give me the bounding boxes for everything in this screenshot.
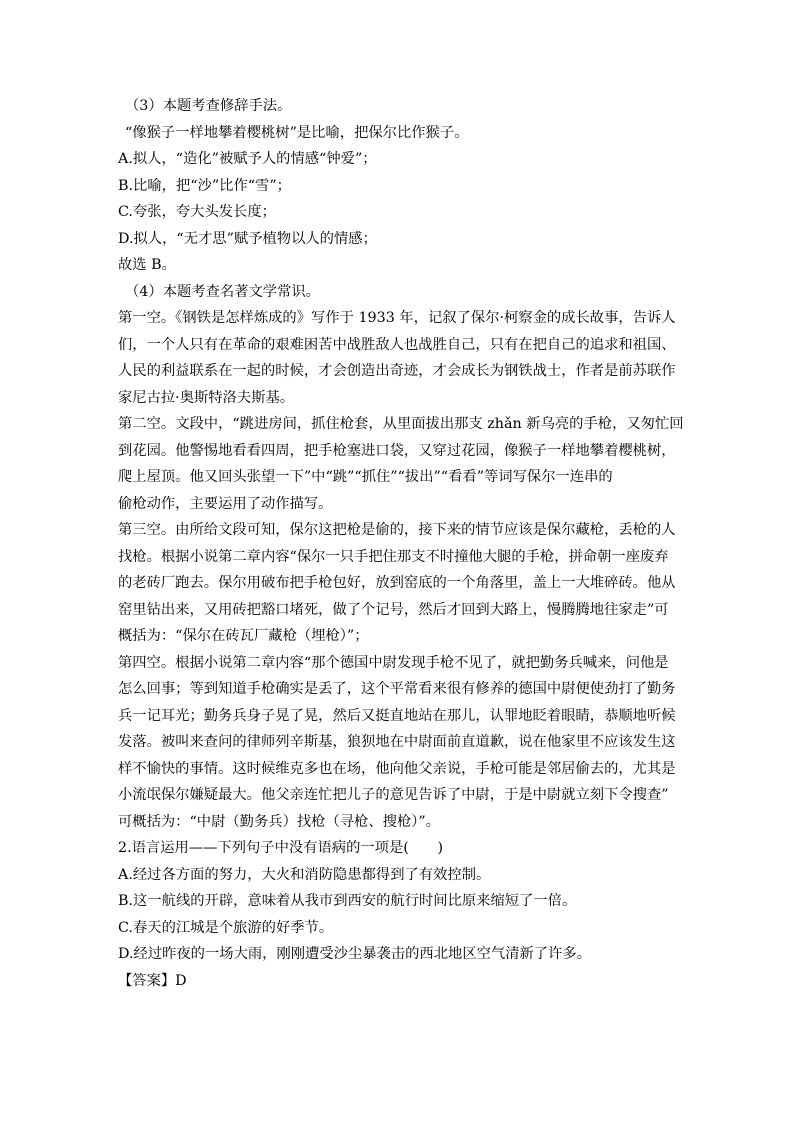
paragraph-line: 第三空。由所给文段可知，保尔这把枪是偷的，接下来的情节应该是保尔藏枪，丢枪的人	[118, 522, 676, 538]
paragraph-line: 样不愉快的事情。这时候维克多也在场，他向他父亲说，手枪可能是邻居偷去的，尤其是	[118, 760, 676, 777]
paragraph-line: 兵一记耳光；勤务兵身子晃了晃，然后又挺直地站在那儿，认罪地眨着眼睛，恭顺地听候	[118, 707, 676, 724]
section3-option-c: C.夸张，夸大头发长度；	[118, 204, 276, 220]
question2-option-a: A.经过各方面的努力，大火和消防隐患都得到了有效控制。	[118, 866, 491, 883]
paragraph-line: 的老砖厂跑去。保尔用破布把手枪包好，放到窑底的一个角落里，盖上一大堆碎砖。他从	[118, 575, 676, 591]
paragraph-line: 第一空。《钢铁是怎样炼成的》写作于 1933 年，记叙了保尔·柯察金的成长故事，告诉人	[118, 310, 676, 326]
section3-option-d: D.拟人，“无才思”赋予植物以人的情感；	[118, 230, 377, 247]
section3-option-b: B.比喻，把“沙”比作“雪”；	[118, 177, 291, 194]
question2-option-b: B.这一航线的开辟，意味着从我市到西安的航行时间比原来缩短了一倍。	[118, 893, 577, 909]
document-body	[118, 93, 684, 994]
section4-blank1-paragraph	[118, 305, 678, 411]
section4-blank4-paragraph	[118, 650, 678, 836]
paragraph-line: 第二空。文段中，“跳进房间，抓住枪套，从里面拔出那支 zhǎn 新乌亮的手枪，又匆忙回	[118, 416, 684, 432]
section4-blank2-paragraph	[118, 411, 684, 517]
section4-heading: （4）本题考查名著文学常识。	[125, 283, 320, 300]
paragraph-line: 到花园。他警惕地看看四周，把手枪塞进口袋，又穿过花园，像猴子一样地攀着樱桃树，	[118, 442, 676, 459]
paragraph-line: 窑里钻出来，又用砖把豁口堵死，做了个记号，然后才回到大路上，慢腾腾地往家走”可	[118, 601, 669, 618]
paragraph-line: 概括为：“保尔在砖瓦厂藏枪（埋枪）”；	[118, 628, 369, 644]
section3-heading: （3）本题考查修辞手法。	[125, 98, 292, 114]
section3-explanation: “像猴子一样地攀着樱桃树”是比喻，把保尔比作猴子。	[125, 124, 469, 141]
paragraph-line: 第四空。根据小说第二章内容“那个德国中尉发现手枪不见了，就把勤务兵喊来，问他是	[118, 654, 669, 671]
question2-option-d: D.经过昨夜的一场大雨，刚刚遭受沙尘暴袭击的西北地区空气清新了许多。	[118, 946, 591, 962]
paragraph-line: 找枪。根据小说第二章内容“保尔一只手把住那支不时撞他大腿的手枪，拼命朝一座废弃	[118, 548, 669, 565]
section3-option-a: A.拟人，“造化”被赋予人的情感“钟爱”；	[118, 151, 377, 167]
paragraph-line: 小流氓保尔嫌疑最大。他父亲连忙把儿子的意见告诉了中尉，于是中尉就立刻下令搜查”	[118, 787, 669, 803]
paragraph-line: 爬上屋顶。他又回头张望一下”中“跳”“抓住”“拔出”“看看”等词写保尔一连串的	[118, 469, 613, 485]
paragraph-line: 人民的利益联系在一起的时候，才会创造出奇迹，才会成长为钢铁战士，作者是前苏联作	[118, 363, 676, 379]
paragraph-line: 可概括为：“中尉（勤务兵）找枪（寻枪、搜枪）”。	[118, 813, 440, 830]
question2-option-c: C.春天的江城是个旅游的好季节。	[118, 919, 334, 936]
paragraph-line: 家尼古拉·奥斯特洛夫斯基。	[118, 389, 295, 406]
paragraph-line: 们，一个人只有在革命的艰难困苦中战胜敌人也战胜自己，只有在把自己的追求和祖国、	[118, 336, 676, 353]
paragraph-line: 发落。被叫来查问的律师列辛斯基，狼狈地在中尉面前直道歉，说在他家里不应该发生这	[118, 734, 676, 750]
paragraph-line: 偷枪动作，主要运用了动作描写。	[118, 495, 333, 512]
section4-blank3-paragraph	[118, 517, 678, 650]
section3-conclusion: 故选 B。	[118, 257, 176, 273]
paragraph-line: 怎么回事；等到知道手枪确实是丢了，这个平常看来很有修养的德国中尉便使劲打了勤务	[118, 681, 676, 697]
question2-answer: 【答案】D	[118, 972, 187, 989]
question2-stem: 2.语言运用——下列句子中没有语病的一项是( )	[118, 840, 444, 856]
